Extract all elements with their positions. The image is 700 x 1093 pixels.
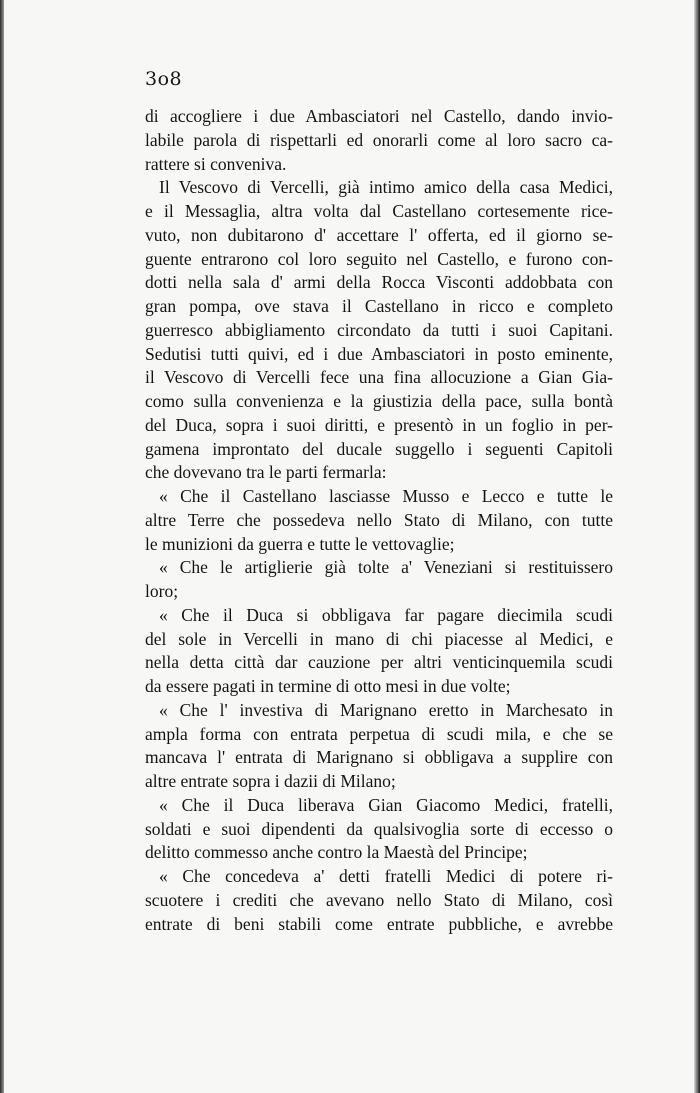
body-text <box>145 105 613 936</box>
page-edge-right <box>694 0 700 1093</box>
text-line: il Vescovo di Vercelli fece una fina allocuzione a Gian Gia- <box>145 367 613 388</box>
text-line: gamena improntato del ducale suggello i seguenti Capitoli <box>145 438 613 459</box>
text-line: « Che concedeva a' detti fratelli Medici di potere ri- <box>159 866 613 886</box>
page-edge-left <box>0 0 4 1093</box>
text-line: « Che il Duca liberava Gian Giacomo Medici, fratelli, <box>159 794 613 815</box>
text-line: labile parola di rispettarli ed onorarli come al loro sacro ca- <box>145 129 613 150</box>
text-line: mancava l' entrata di Marignano si obbligava a supplire con <box>145 747 613 768</box>
text-line: loro; <box>145 581 179 601</box>
page-number: 3o8 <box>145 68 183 90</box>
text-line: da essere pagati in termine di otto mesi in due volte; <box>145 676 511 696</box>
text-line: Il Vescovo di Vercelli, già intimo amico della casa Medici, <box>159 177 613 198</box>
text-line: guente entrarono col loro seguito nel Castello, e furono con- <box>145 248 613 269</box>
text-line: del Duca, sopra i suoi diritti, e presentò in un foglio in per- <box>145 414 613 435</box>
text-line: di accogliere i due Ambasciatori nel Castello, dando invio- <box>145 106 613 126</box>
text-line: « Che l' investiva di Marignano eretto in Marchesato in <box>159 699 613 720</box>
text-line: e il Messaglia, altra volta dal Castellano cortesemente rice- <box>145 201 613 221</box>
text-line: vuto, non dubitarono d' accettare l' offerta, ed il giorno se- <box>145 224 613 245</box>
text-line: del sole in Vercelli in mano di chi piacesse al Medici, e <box>145 628 613 649</box>
text-line: nella detta città dar cauzione per altri venticinquemila scudi <box>145 652 613 673</box>
text-line: ampla forma con entrata perpetua di scudi mila, e che se <box>145 723 613 744</box>
text-line: como sulla convenienza e la giustizia della pace, sulla bontà <box>145 391 613 411</box>
text-line: rattere si conveniva. <box>145 153 287 174</box>
text-line: scuotere i crediti che avevano nello Stato di Milano, così <box>145 889 613 910</box>
text-line: altre Terre che possedeva nello Stato di Milano, con tutte <box>145 509 613 530</box>
text-line: Sedutisi tutti quivi, ed i due Ambasciatori in posto eminente, <box>145 343 613 364</box>
text-line: « Che il Castellano lasciasse Musso e Lecco e tutte le <box>159 486 613 506</box>
text-line: entrate di beni stabili come entrate pubbliche, e avrebbe <box>145 913 613 934</box>
text-line: « Che le artiglierie già tolte a' Veneziani si restituissero <box>159 557 613 578</box>
text-line: soldati e suoi dipendenti da qualsivoglia sorte di eccesso o <box>145 818 613 839</box>
text-line: « Che il Duca si obbligava far pagare diecimila scudi <box>159 604 613 625</box>
text-line: le munizioni da guerra e tutte le vettovaglie; <box>145 533 455 554</box>
text-line: gran pompa, ove stava il Castellano in ricco e completo <box>145 296 613 316</box>
text-line: altre entrate sopra i dazii di Milano; <box>145 771 396 791</box>
text-line: che dovevano tra le parti fermarla: <box>145 462 387 483</box>
text-line: delitto commesso anche contro la Maestà del Principe; <box>145 842 528 863</box>
text-line: guerresco abbigliamento circondato da tutti i suoi Capitani. <box>145 319 613 340</box>
text-line: dotti nella sala d' armi della Rocca Visconti addobbata con <box>145 272 613 293</box>
